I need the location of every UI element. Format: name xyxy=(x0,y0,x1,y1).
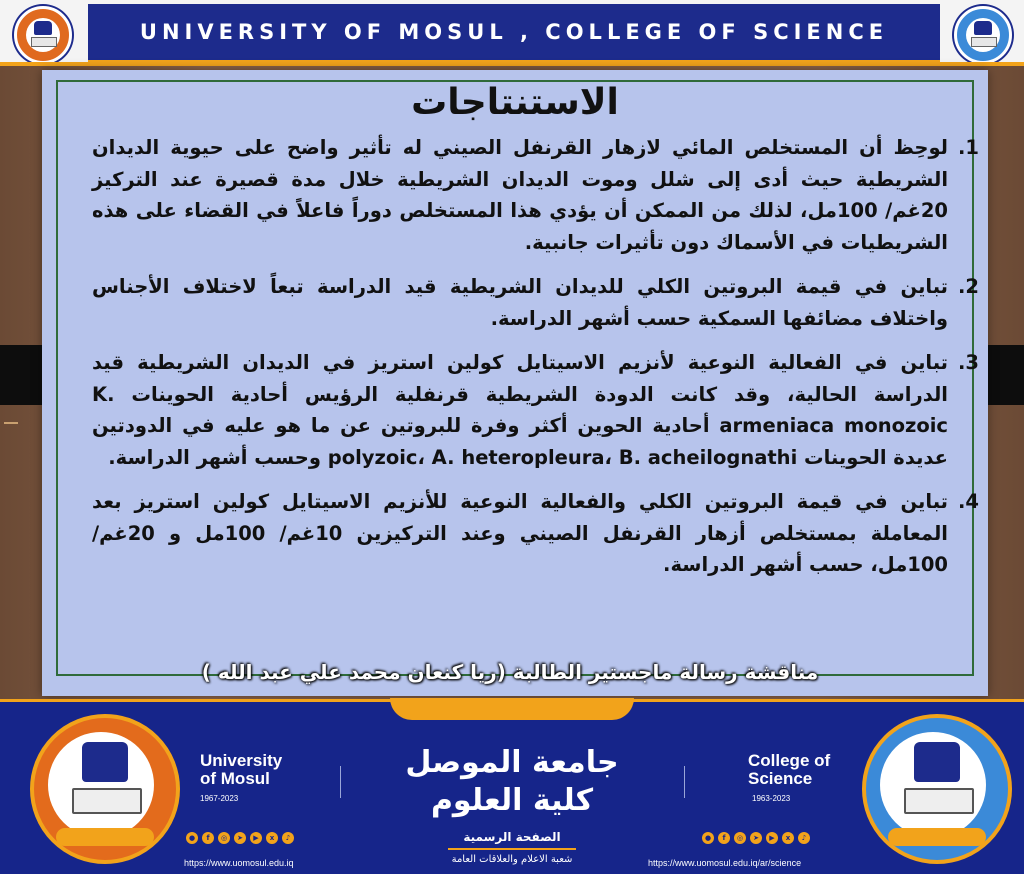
header-title-bar xyxy=(88,4,940,63)
center-title-line2: كلية العلوم xyxy=(430,783,594,818)
university-seal-icon xyxy=(30,714,180,864)
conclusion-item-2 xyxy=(92,271,979,334)
youtube-icon[interactable]: ▶ xyxy=(250,832,262,844)
youtube-icon[interactable]: ▶ xyxy=(766,832,778,844)
university-name xyxy=(200,752,282,788)
college-years: 1963-2023 xyxy=(752,794,791,803)
footer-banner xyxy=(0,699,1024,874)
conclusion-number: .3 xyxy=(958,351,979,374)
conclusion-text: تباين في قيمة البروتين الكلي والفعالية النوعية للأنزيم الاسيتايل كولين استريز بعد المعاملة بمستخلص أزهار القرنفل الصيني وعند التركيزين 10غم/ 100مل و 20غم/ 100مل، حسب أشهر الدراسة. xyxy=(92,490,948,576)
college-name xyxy=(748,752,830,788)
instagram-icon[interactable]: ◎ xyxy=(734,832,746,844)
university-url-link[interactable]: https://www.uomosul.edu.iq xyxy=(184,858,294,868)
conclusion-item-4 xyxy=(92,486,979,581)
university-logo-icon xyxy=(14,6,72,64)
footer-notch xyxy=(390,698,634,720)
tiktok-icon[interactable]: ♪ xyxy=(282,832,294,844)
social-icons-right xyxy=(702,832,810,844)
social-icons-left xyxy=(186,832,294,844)
twitter-icon[interactable]: x xyxy=(782,832,794,844)
official-page-label: الصفحة الرسمية xyxy=(463,830,561,844)
college-name-line1: College of xyxy=(748,751,831,770)
header-title: UNIVERSITY OF MOSUL , COLLEGE OF SCIENCE xyxy=(139,20,889,44)
college-url-link[interactable]: https://www.uomosul.edu.iq/ar/science xyxy=(648,858,802,868)
header-accent-line xyxy=(0,62,1024,66)
conclusion-number: .2 xyxy=(958,275,979,298)
twitter-icon[interactable]: x xyxy=(266,832,278,844)
photo-caption: مناقشة رسالة ماجستير الطالبة (ريا كنعان محمد علي عبد الله ) xyxy=(201,660,819,684)
department-label: شعبة الاعلام والعلاقات العامة xyxy=(451,854,573,865)
university-name-line1: University xyxy=(200,751,283,770)
university-name-line2: of Mosul xyxy=(200,769,270,788)
telegram-icon[interactable]: ➤ xyxy=(750,832,762,844)
conclusion-number: .4 xyxy=(958,490,979,513)
instagram-icon[interactable]: ◎ xyxy=(218,832,230,844)
college-seal-icon xyxy=(862,714,1012,864)
facebook-icon[interactable]: f xyxy=(718,832,730,844)
decorative-mark xyxy=(4,422,18,424)
conclusion-item-3 xyxy=(92,347,979,473)
college-name-line2: Science xyxy=(748,769,813,788)
presentation-slide xyxy=(42,70,988,696)
facebook-icon[interactable]: f xyxy=(202,832,214,844)
conclusion-number: .1 xyxy=(958,136,979,159)
center-title xyxy=(380,744,644,820)
telegram-icon[interactable]: ➤ xyxy=(234,832,246,844)
university-years: 1967-2023 xyxy=(200,794,239,803)
footer-divider xyxy=(684,766,685,798)
globe-icon[interactable]: ● xyxy=(702,832,714,844)
top-banner xyxy=(0,0,1024,66)
college-logo-icon xyxy=(954,6,1012,64)
conclusions-list xyxy=(92,132,979,594)
conclusion-text: تباين في الفعالية النوعية لأنزيم الاسيتايل كولين استريز في الديدان الشريطية قيد الدراسة الحالية، وقد كانت الدودة الشريطية قرنفلية الرؤيس أحادية الحوينات K. armeniaca monozoic أحادية الحوين أكثر وفرة للبروتين عن ما هو عليه في الدودتين عديدة الحوينات polyzoic، A. heteropleura، B. acheilognathi وحسب أشهر الدراسة. xyxy=(92,351,948,469)
center-title-line1: جامعة الموصل xyxy=(405,745,619,780)
footer-divider xyxy=(340,766,341,798)
conclusion-text: تباين في قيمة البروتين الكلي للديدان الشريطية قيد الدراسة تبعاً لاختلاف الأجناس واختلاف مضائفها السمكية حسب أشهر الدراسة. xyxy=(92,275,948,330)
tiktok-icon[interactable]: ♪ xyxy=(798,832,810,844)
globe-icon[interactable]: ● xyxy=(186,832,198,844)
conclusion-text: لوحِظ أن المستخلص المائي لازهار القرنفل الصيني له تأثير واضح على حيوية الديدان الشريطية حيث أدى إلى شلل وموت الديدان الشريطية خلال مدة قصيرة عند التركيز 20غم/ 100مل، لذلك من الممكن أن يؤدي هذا المستخلص دوراً فاعلاً في القضاء على هذه الشريطيات في الأسماك دون تأثيرات جانبية. xyxy=(92,136,948,254)
conclusion-item-1 xyxy=(92,132,979,258)
center-underline xyxy=(448,848,576,850)
slide-heading: الاستنتاجات xyxy=(411,82,619,123)
